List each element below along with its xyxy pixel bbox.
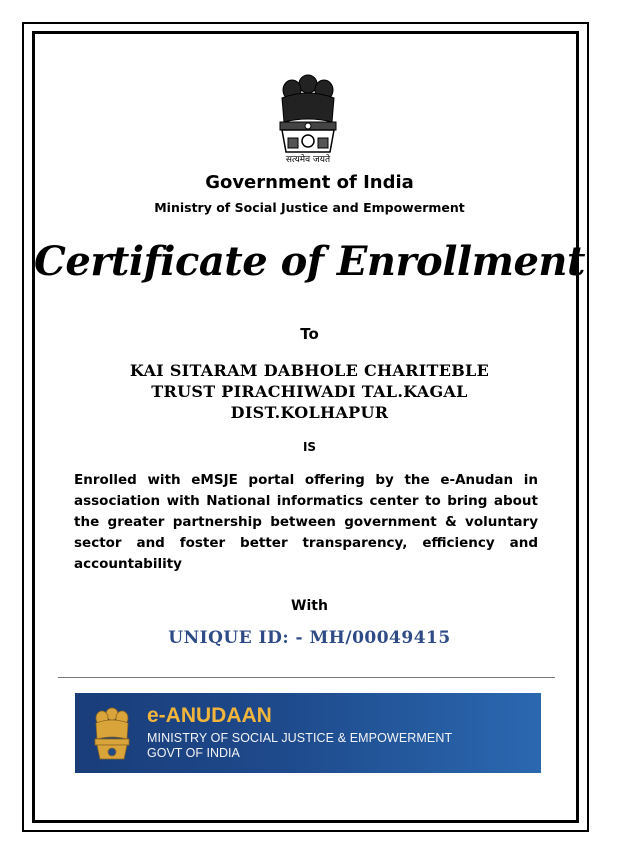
banner-title: e-ANUDAAN bbox=[147, 704, 272, 727]
e-anudaan-banner bbox=[75, 693, 541, 773]
recipient-name bbox=[60, 360, 559, 423]
ministry-name: Ministry of Social Justice and Empowerment bbox=[154, 200, 465, 215]
is-label: IS bbox=[302, 440, 317, 454]
banner-govt: GOVT OF INDIA bbox=[147, 746, 240, 760]
to-label: To bbox=[300, 325, 319, 343]
banner-ministry: MINISTRY OF SOCIAL JUSTICE & EMPOWERMENT bbox=[147, 731, 453, 745]
national-emblem-icon bbox=[89, 705, 135, 763]
recipient-line: TRUST PIRACHIWADI TAL.KAGAL bbox=[151, 382, 468, 401]
recipient-line: DIST.KOLHAPUR bbox=[230, 403, 389, 422]
certificate-body-text: Enrolled with eMSJE portal offering by the e-Anudan in association with National informatics center to bring about the greater partnership between government & voluntary sector and foster better transparency, efficiency and accountability bbox=[74, 472, 538, 572]
emblem-motto: सत्यमेव जयते bbox=[285, 155, 331, 165]
recipient-line: KAI SITARAM DABHOLE CHARITEBLE bbox=[129, 361, 490, 380]
government-title: Government of India bbox=[205, 172, 414, 193]
unique-id: UNIQUE ID: - MH/00049415 bbox=[168, 628, 451, 648]
with-label: With bbox=[291, 598, 328, 614]
certificate-title: Certificate of Enrollment bbox=[34, 238, 585, 285]
national-emblem-icon bbox=[268, 70, 348, 162]
divider bbox=[58, 677, 555, 678]
